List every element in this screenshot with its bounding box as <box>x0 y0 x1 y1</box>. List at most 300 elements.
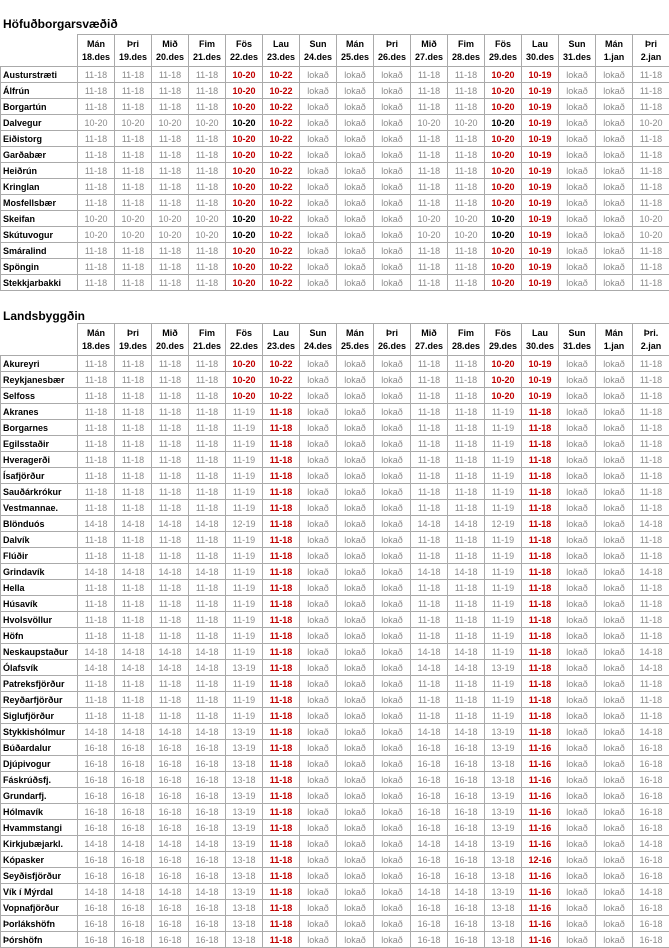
hours-cell: 11-18 <box>78 99 115 115</box>
hours-cell: lokað <box>559 179 596 195</box>
table-row <box>1 420 669 436</box>
column-header <box>152 324 189 356</box>
hours-cell: 13-19 <box>226 836 263 852</box>
hours-cell: 11-18 <box>411 404 448 420</box>
column-header <box>337 35 374 67</box>
column-header <box>485 35 522 67</box>
hours-cell: 10-22 <box>263 67 300 83</box>
hours-cell: 14-18 <box>448 644 485 660</box>
hours-cell: 16-18 <box>78 740 115 756</box>
hours-cell: lokað <box>337 484 374 500</box>
hours-cell: lokað <box>596 868 633 884</box>
column-header <box>263 324 300 356</box>
location-name: Vestmannae. <box>1 500 78 516</box>
hours-cell: lokað <box>374 788 411 804</box>
column-header <box>115 35 152 67</box>
hours-cell: lokað <box>596 724 633 740</box>
hours-cell: lokað <box>596 436 633 452</box>
hours-cell: 11-18 <box>522 692 559 708</box>
hours-cell: 11-19 <box>226 548 263 564</box>
hours-cell: 11-18 <box>78 676 115 692</box>
table-row <box>1 580 669 596</box>
column-day: Mið <box>421 327 437 338</box>
hours-cell: 11-18 <box>263 916 300 932</box>
hours-cell: 16-18 <box>411 788 448 804</box>
hours-cell: 11-18 <box>263 516 300 532</box>
column-header <box>633 35 669 67</box>
hours-cell: lokað <box>374 372 411 388</box>
hours-cell: 11-18 <box>189 596 226 612</box>
hours-cell: 10-22 <box>263 243 300 259</box>
hours-cell: lokað <box>337 660 374 676</box>
hours-cell: 10-20 <box>189 211 226 227</box>
hours-cell: lokað <box>337 612 374 628</box>
hours-cell: 11-18 <box>633 243 669 259</box>
table-row <box>1 484 669 500</box>
location-name: Hveragerði <box>1 452 78 468</box>
hours-cell: lokað <box>596 147 633 163</box>
hours-cell: 11-18 <box>115 259 152 275</box>
hours-cell: 16-18 <box>152 916 189 932</box>
hours-cell: 11-18 <box>411 147 448 163</box>
hours-cell: 14-18 <box>411 564 448 580</box>
column-date: 21.des <box>192 340 222 351</box>
hours-cell: 11-19 <box>485 452 522 468</box>
hours-cell: 10-20 <box>485 388 522 404</box>
column-day: Sun <box>309 38 327 49</box>
hours-cell: 16-18 <box>115 932 152 948</box>
hours-cell: 10-19 <box>522 227 559 243</box>
hours-cell: lokað <box>596 99 633 115</box>
hours-cell: 10-19 <box>522 115 559 131</box>
hours-cell: 11-18 <box>633 83 669 99</box>
hours-cell: 11-18 <box>78 131 115 147</box>
hours-cell: 11-18 <box>263 436 300 452</box>
column-day: Mán <box>605 38 623 49</box>
hours-cell: 11-18 <box>189 99 226 115</box>
column-date: 18.des <box>81 51 111 62</box>
hours-cell: 11-18 <box>633 532 669 548</box>
hours-cell: 10-20 <box>485 259 522 275</box>
hours-cell: 11-18 <box>189 163 226 179</box>
hours-cell: 11-18 <box>189 628 226 644</box>
hours-cell: lokað <box>596 67 633 83</box>
hours-cell: 11-18 <box>633 708 669 724</box>
hours-cell: lokað <box>559 532 596 548</box>
column-day: Þri <box>385 38 398 49</box>
hours-cell: lokað <box>559 756 596 772</box>
location-name: Skútuvogur <box>1 227 78 243</box>
table-row <box>1 163 669 179</box>
hours-cell: 11-18 <box>189 195 226 211</box>
location-name: Hólmavík <box>1 804 78 820</box>
hours-cell: 16-18 <box>411 804 448 820</box>
hours-cell: lokað <box>596 500 633 516</box>
hours-cell: 11-18 <box>263 820 300 836</box>
hours-cell: 11-18 <box>411 452 448 468</box>
hours-cell: lokað <box>300 740 337 756</box>
hours-cell: 16-18 <box>411 916 448 932</box>
hours-cell: 11-18 <box>152 99 189 115</box>
hours-cell: lokað <box>559 436 596 452</box>
hours-cell: 14-18 <box>411 724 448 740</box>
hours-cell: 11-18 <box>115 420 152 436</box>
hours-cell: 11-18 <box>78 179 115 195</box>
hours-cell: 14-18 <box>78 644 115 660</box>
hours-cell: 10-20 <box>485 163 522 179</box>
hours-cell: lokað <box>374 211 411 227</box>
hours-cell: 11-18 <box>189 404 226 420</box>
hours-cell: lokað <box>300 708 337 724</box>
column-day: Mán <box>87 327 105 338</box>
hours-cell: lokað <box>559 836 596 852</box>
section-title-capital: Höfuðborgarsvæðið <box>3 17 118 31</box>
hours-cell: lokað <box>374 740 411 756</box>
hours-cell: 16-18 <box>633 916 669 932</box>
hours-cell: 11-18 <box>152 676 189 692</box>
hours-cell: 16-18 <box>115 916 152 932</box>
hours-cell: lokað <box>337 644 374 660</box>
location-name: Heiðrún <box>1 163 78 179</box>
hours-cell: lokað <box>559 147 596 163</box>
hours-cell: 10-20 <box>485 227 522 243</box>
hours-cell: 11-18 <box>633 259 669 275</box>
hours-cell: lokað <box>337 932 374 948</box>
hours-cell: 11-18 <box>78 259 115 275</box>
column-header <box>448 324 485 356</box>
hours-cell: lokað <box>596 900 633 916</box>
hours-cell: 16-18 <box>448 820 485 836</box>
column-date: 22.des <box>229 51 259 62</box>
hours-cell: lokað <box>374 195 411 211</box>
hours-cell: lokað <box>300 676 337 692</box>
table-row <box>1 740 669 756</box>
hours-cell: lokað <box>300 772 337 788</box>
hours-cell: 10-19 <box>522 243 559 259</box>
hours-cell: 11-18 <box>633 452 669 468</box>
hours-cell: 10-20 <box>485 275 522 291</box>
table-row <box>1 243 669 259</box>
hours-cell: lokað <box>300 724 337 740</box>
hours-cell: 11-18 <box>152 612 189 628</box>
column-day: Fim <box>457 327 474 338</box>
hours-cell: lokað <box>374 388 411 404</box>
hours-cell: 14-18 <box>115 836 152 852</box>
hours-cell: 11-18 <box>78 147 115 163</box>
column-header <box>189 35 226 67</box>
hours-cell: 11-18 <box>115 356 152 372</box>
hours-cell: 11-18 <box>633 195 669 211</box>
hours-cell: 11-18 <box>78 628 115 644</box>
hours-cell: 10-20 <box>633 211 669 227</box>
hours-cell: 13-18 <box>226 900 263 916</box>
hours-cell: 14-18 <box>189 564 226 580</box>
column-header <box>115 324 152 356</box>
hours-cell: lokað <box>300 628 337 644</box>
hours-cell: 11-18 <box>152 275 189 291</box>
hours-cell: 13-19 <box>226 884 263 900</box>
hours-cell: 12-19 <box>485 516 522 532</box>
hours-cell: 11-18 <box>411 179 448 195</box>
hours-cell: lokað <box>300 644 337 660</box>
hours-cell: 11-18 <box>448 259 485 275</box>
hours-cell: lokað <box>596 484 633 500</box>
hours-cell: lokað <box>300 404 337 420</box>
hours-cell: 13-19 <box>226 740 263 756</box>
hours-cell: 16-18 <box>633 868 669 884</box>
hours-cell: 11-18 <box>448 179 485 195</box>
hours-cell: 11-18 <box>115 452 152 468</box>
hours-cell: lokað <box>559 468 596 484</box>
hours-cell: 11-18 <box>633 147 669 163</box>
hours-cell: 14-18 <box>152 644 189 660</box>
hours-cell: 14-18 <box>189 724 226 740</box>
column-day: Mið <box>162 327 178 338</box>
hours-cell: 11-18 <box>78 372 115 388</box>
hours-cell: 11-18 <box>448 275 485 291</box>
section-title-countryside: Landsbyggðin <box>3 309 85 323</box>
location-name: Eiðistorg <box>1 131 78 147</box>
column-date: 1.jan <box>603 51 625 62</box>
hours-cell: 16-18 <box>78 788 115 804</box>
hours-cell: lokað <box>374 163 411 179</box>
hours-cell: 11-18 <box>152 548 189 564</box>
hours-cell: 10-19 <box>522 275 559 291</box>
hours-cell: 16-18 <box>78 932 115 948</box>
hours-cell: lokað <box>559 163 596 179</box>
hours-cell: 11-18 <box>522 516 559 532</box>
hours-cell: 10-20 <box>226 83 263 99</box>
hours-cell: lokað <box>596 163 633 179</box>
hours-cell: 11-18 <box>411 484 448 500</box>
hours-cell: 13-19 <box>226 724 263 740</box>
hours-cell: lokað <box>596 660 633 676</box>
hours-cell: 13-19 <box>485 740 522 756</box>
hours-cell: lokað <box>374 596 411 612</box>
hours-cell: lokað <box>337 195 374 211</box>
hours-cell: 11-18 <box>522 644 559 660</box>
hours-cell: 16-18 <box>633 772 669 788</box>
hours-cell: 11-18 <box>411 372 448 388</box>
hours-cell: 11-18 <box>78 708 115 724</box>
table-row <box>1 147 669 163</box>
hours-cell: 11-18 <box>189 372 226 388</box>
location-name: Blönduós <box>1 516 78 532</box>
hours-cell: 11-18 <box>448 195 485 211</box>
location-name: Smáralind <box>1 243 78 259</box>
hours-cell: 16-18 <box>115 756 152 772</box>
table-row <box>1 548 669 564</box>
column-header <box>596 35 633 67</box>
hours-cell: 11-16 <box>522 740 559 756</box>
hours-cell: 16-18 <box>448 788 485 804</box>
hours-cell: lokað <box>374 820 411 836</box>
hours-cell: 13-18 <box>226 852 263 868</box>
hours-cell: 16-18 <box>152 820 189 836</box>
hours-cell: lokað <box>300 195 337 211</box>
hours-cell: lokað <box>300 500 337 516</box>
hours-cell: 11-18 <box>152 195 189 211</box>
column-day: Fös <box>494 327 511 338</box>
hours-cell: 13-18 <box>226 932 263 948</box>
column-header <box>522 35 559 67</box>
column-date: 29.des <box>488 51 518 62</box>
hours-cell: lokað <box>559 83 596 99</box>
table-row <box>1 532 669 548</box>
hours-cell: lokað <box>374 756 411 772</box>
hours-cell: lokað <box>596 452 633 468</box>
hours-cell: 11-18 <box>78 468 115 484</box>
hours-cell: 11-18 <box>263 404 300 420</box>
hours-cell: 16-18 <box>448 932 485 948</box>
hours-cell: 16-18 <box>448 772 485 788</box>
hours-cell: 13-18 <box>226 916 263 932</box>
hours-cell: 16-18 <box>78 916 115 932</box>
hours-cell: lokað <box>300 516 337 532</box>
hours-cell: 11-18 <box>152 243 189 259</box>
hours-cell: 11-19 <box>485 692 522 708</box>
hours-cell: 14-18 <box>115 884 152 900</box>
location-name: Selfoss <box>1 388 78 404</box>
hours-cell: lokað <box>300 884 337 900</box>
table-row <box>1 259 669 275</box>
hours-cell: 11-18 <box>263 932 300 948</box>
hours-cell: 10-22 <box>263 131 300 147</box>
column-date: 29.des <box>488 340 518 351</box>
table-row <box>1 115 669 131</box>
hours-cell: 11-18 <box>522 484 559 500</box>
hours-cell: 11-19 <box>485 676 522 692</box>
hours-cell: 11-18 <box>411 83 448 99</box>
location-name: Borgarnes <box>1 420 78 436</box>
hours-cell: 11-18 <box>411 131 448 147</box>
location-name: Reykjanesbær <box>1 372 78 388</box>
hours-cell: lokað <box>337 99 374 115</box>
hours-cell: 11-18 <box>189 500 226 516</box>
hours-cell: 11-16 <box>522 756 559 772</box>
hours-cell: 11-18 <box>189 580 226 596</box>
table-row <box>1 99 669 115</box>
hours-cell: 11-18 <box>152 372 189 388</box>
hours-cell: lokað <box>300 259 337 275</box>
hours-cell: lokað <box>337 275 374 291</box>
hours-cell: 11-18 <box>263 644 300 660</box>
hours-cell: lokað <box>300 83 337 99</box>
column-day: Þri <box>644 38 657 49</box>
hours-cell: lokað <box>374 660 411 676</box>
hours-cell: lokað <box>374 900 411 916</box>
hours-cell: 10-19 <box>522 163 559 179</box>
hours-cell: 11-18 <box>78 580 115 596</box>
hours-cell: lokað <box>559 243 596 259</box>
hours-cell: 11-16 <box>522 804 559 820</box>
hours-cell: 11-18 <box>522 564 559 580</box>
hours-cell: lokað <box>337 676 374 692</box>
hours-cell: 11-16 <box>522 820 559 836</box>
column-day: Fim <box>198 327 215 338</box>
hours-cell: lokað <box>300 548 337 564</box>
column-day: Fös <box>494 38 511 49</box>
location-name: Patreksfjörður <box>1 676 78 692</box>
hours-cell: 11-16 <box>522 868 559 884</box>
hours-cell: 14-18 <box>78 564 115 580</box>
column-date: 2.jan <box>640 51 662 62</box>
header-corner <box>1 324 78 356</box>
hours-cell: 10-20 <box>485 67 522 83</box>
hours-cell: 11-18 <box>152 692 189 708</box>
hours-cell: 11-16 <box>522 900 559 916</box>
hours-cell: 10-20 <box>115 115 152 131</box>
hours-cell: lokað <box>596 548 633 564</box>
hours-cell: 10-19 <box>522 83 559 99</box>
hours-cell: 11-19 <box>226 532 263 548</box>
hours-cell: 16-18 <box>115 804 152 820</box>
hours-cell: 11-16 <box>522 836 559 852</box>
hours-cell: 10-19 <box>522 147 559 163</box>
location-name: Álfrún <box>1 83 78 99</box>
hours-cell: 10-20 <box>226 99 263 115</box>
hours-cell: lokað <box>337 163 374 179</box>
hours-cell: 11-18 <box>522 532 559 548</box>
hours-cell: 10-20 <box>226 131 263 147</box>
hours-cell: lokað <box>337 708 374 724</box>
location-name: Húsavík <box>1 596 78 612</box>
hours-cell: lokað <box>337 868 374 884</box>
hours-cell: 10-20 <box>226 356 263 372</box>
table-row <box>1 628 669 644</box>
hours-cell: 10-20 <box>485 115 522 131</box>
hours-cell: 11-18 <box>448 372 485 388</box>
location-name: Garðabær <box>1 147 78 163</box>
hours-cell: 14-18 <box>115 564 152 580</box>
column-day: Mið <box>421 38 437 49</box>
hours-cell: 14-18 <box>152 516 189 532</box>
schedule-table-capital <box>0 34 669 291</box>
column-day: Lau <box>272 38 289 49</box>
column-date: 31.des <box>562 51 592 62</box>
hours-cell: lokað <box>337 67 374 83</box>
hours-cell: lokað <box>596 820 633 836</box>
hours-cell: 10-22 <box>263 259 300 275</box>
hours-cell: lokað <box>559 708 596 724</box>
hours-cell: 14-18 <box>78 836 115 852</box>
hours-cell: lokað <box>300 436 337 452</box>
table-row <box>1 644 669 660</box>
hours-cell: 11-18 <box>78 356 115 372</box>
hours-cell: 14-18 <box>633 884 669 900</box>
hours-cell: 11-18 <box>411 468 448 484</box>
hours-cell: 11-18 <box>522 468 559 484</box>
hours-cell: 11-18 <box>633 67 669 83</box>
hours-cell: 11-18 <box>448 580 485 596</box>
location-name: Þorlákshöfn <box>1 916 78 932</box>
hours-cell: 10-20 <box>411 115 448 131</box>
hours-cell: 10-20 <box>226 115 263 131</box>
hours-cell: 11-18 <box>78 67 115 83</box>
hours-cell: 11-18 <box>522 708 559 724</box>
hours-cell: 14-18 <box>411 836 448 852</box>
column-header <box>152 35 189 67</box>
location-name: Neskaupstaður <box>1 644 78 660</box>
hours-cell: lokað <box>337 227 374 243</box>
hours-cell: 11-18 <box>115 468 152 484</box>
hours-cell: 14-18 <box>633 564 669 580</box>
hours-cell: lokað <box>596 884 633 900</box>
hours-cell: lokað <box>596 740 633 756</box>
location-name: Hvammstangi <box>1 820 78 836</box>
hours-cell: 10-22 <box>263 388 300 404</box>
column-header <box>226 35 263 67</box>
